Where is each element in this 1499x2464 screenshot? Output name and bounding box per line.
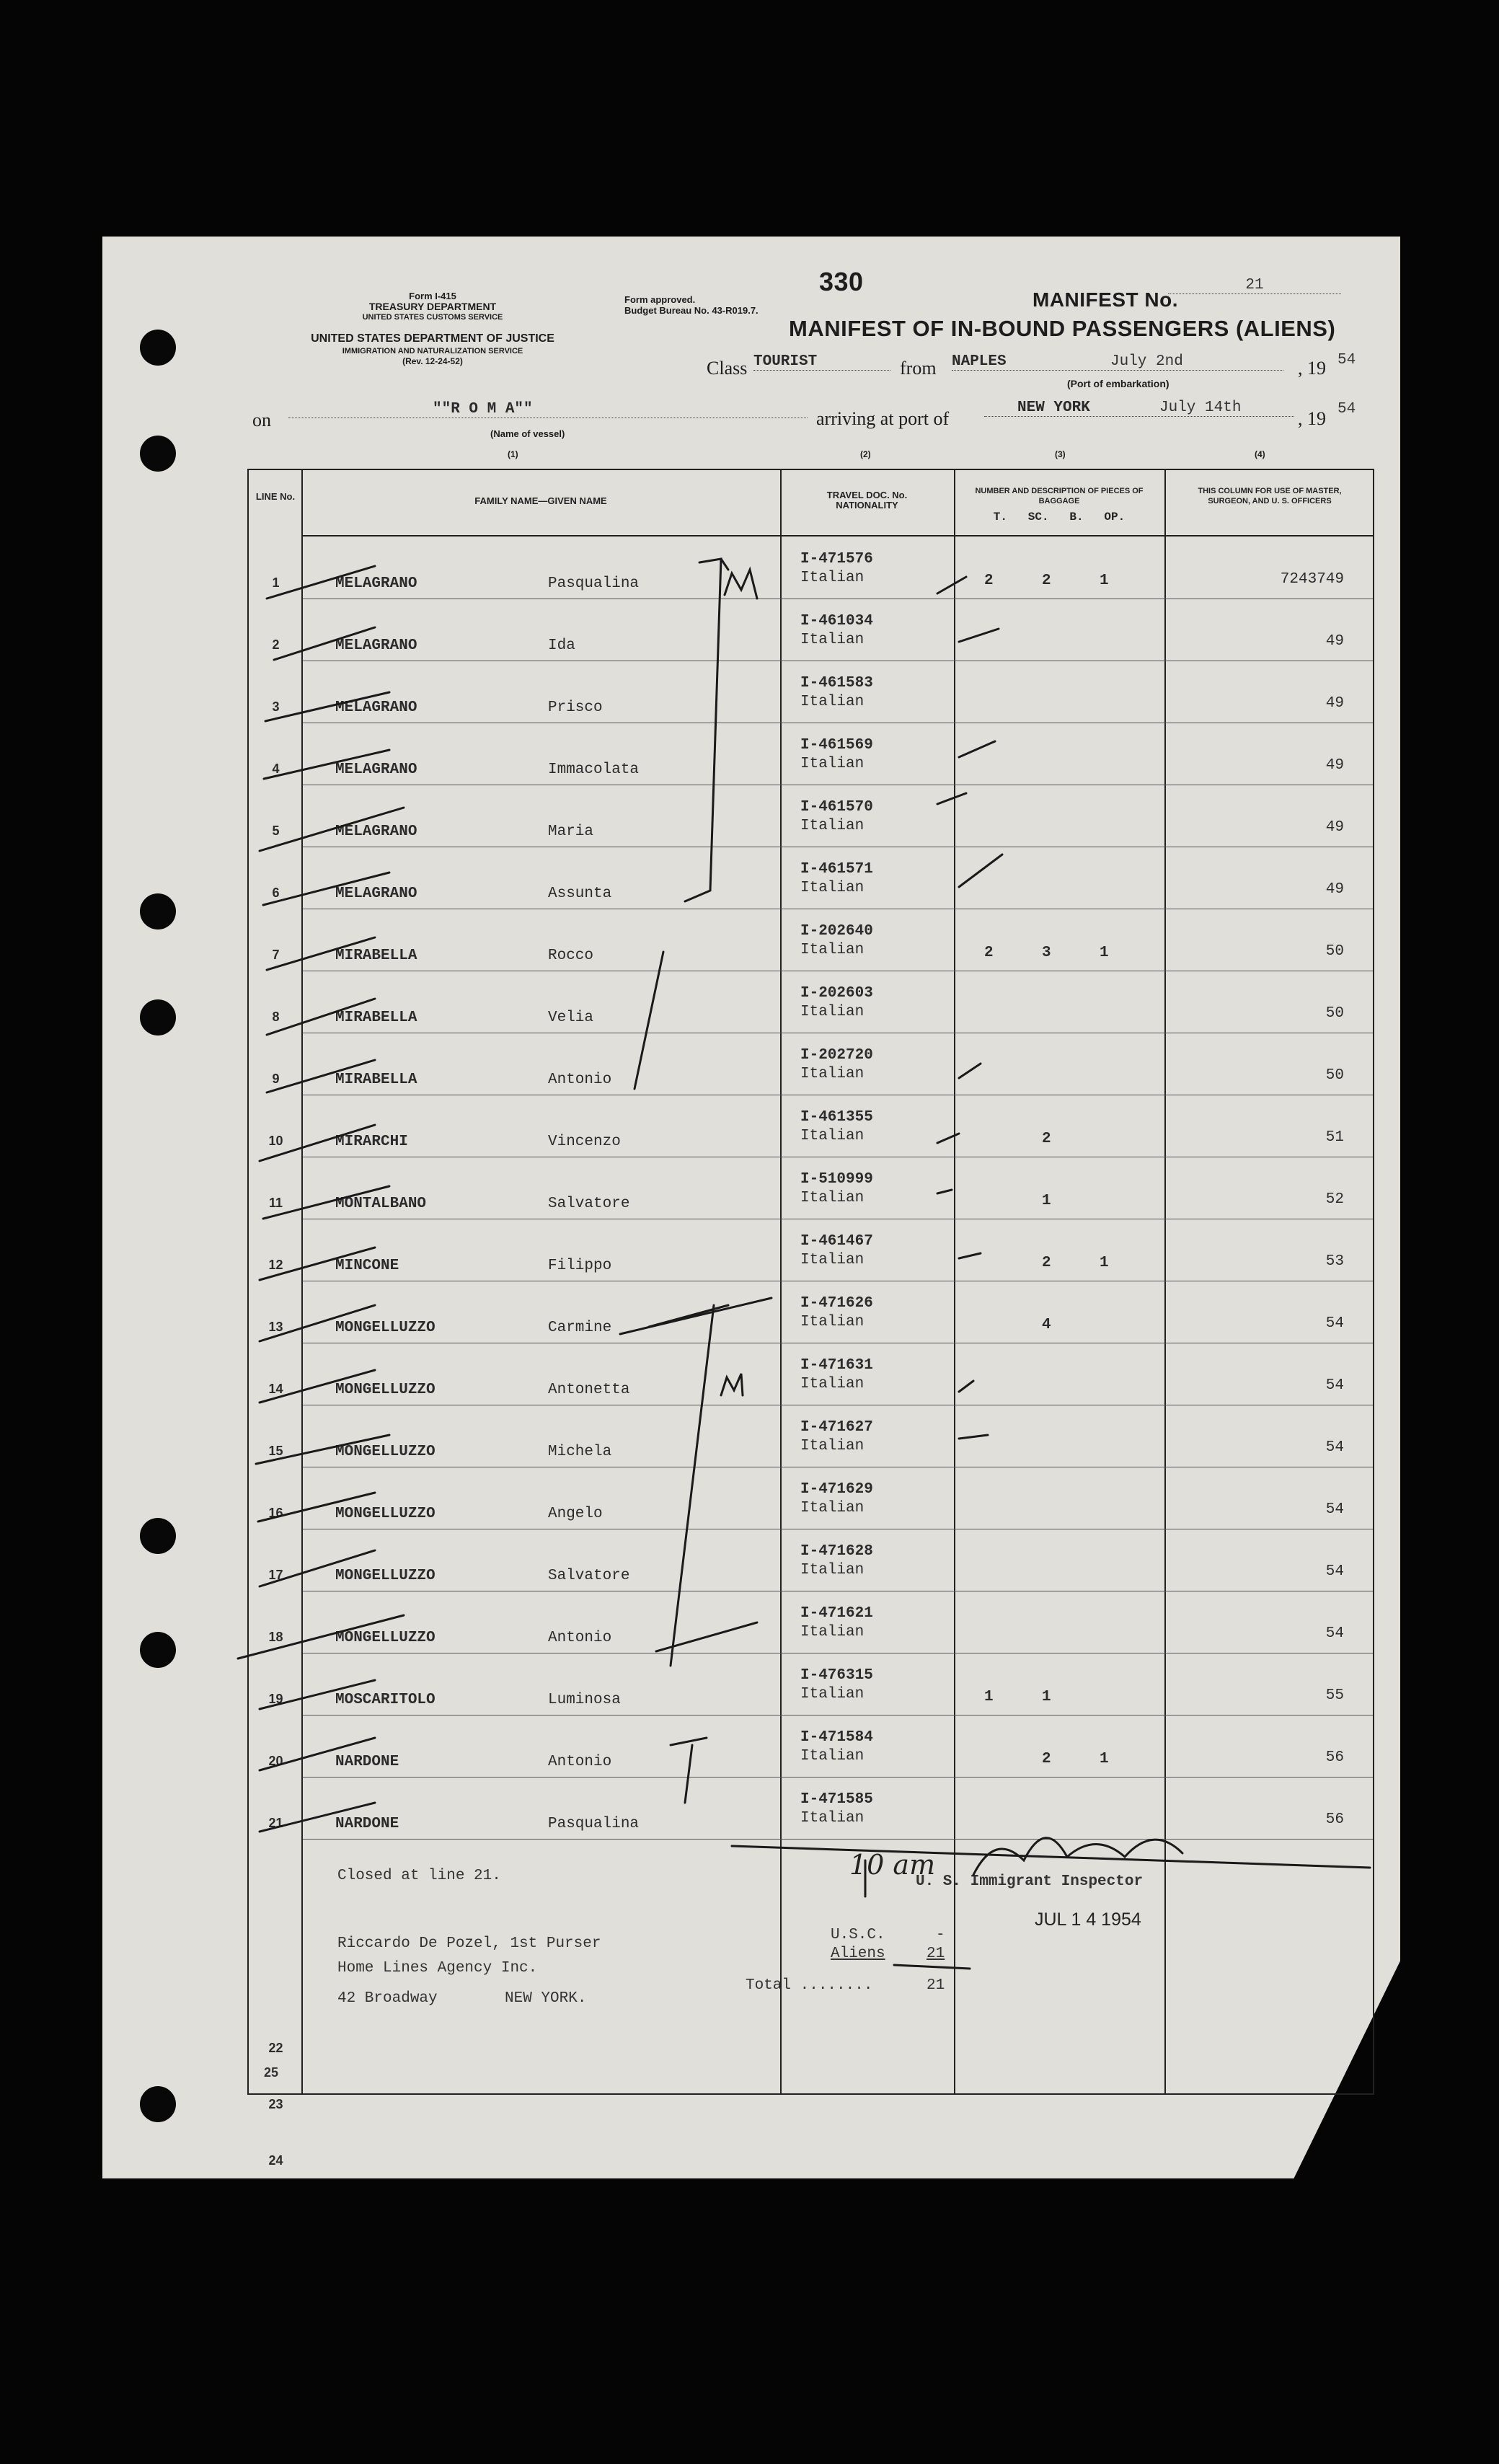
- travel-doc-no: I-461034: [800, 613, 873, 630]
- family-name: MIRABELLA: [335, 1010, 417, 1026]
- nationality: Italian: [800, 694, 865, 710]
- officer-entry: 52: [1325, 1191, 1344, 1208]
- given-name: Immacolata: [548, 761, 640, 778]
- vessel-caption: (Name of vessel): [490, 428, 565, 439]
- given-name: Pasqualina: [548, 575, 640, 592]
- from-date: July 2nd: [1110, 353, 1183, 370]
- header-name: FAMILY NAME—GIVEN NAME: [474, 495, 607, 506]
- embark-caption: (Port of embarkation): [1067, 378, 1169, 389]
- nationality: Italian: [800, 570, 865, 586]
- line-number: 3: [272, 699, 280, 714]
- given-name: Salvatore: [548, 1196, 630, 1212]
- class-label: Class: [707, 358, 748, 379]
- page-number: 330: [819, 267, 864, 296]
- travel-doc-no: I-471628: [800, 1543, 873, 1560]
- table-row: [272, 785, 1373, 847]
- table-row: [268, 1653, 1373, 1715]
- budget-bureau: Budget Bureau No. 43-R019.7.: [624, 305, 759, 316]
- officer-entry: 54: [1325, 1501, 1344, 1518]
- class-year-prefix: , 19: [1298, 358, 1326, 379]
- class-value: TOURIST: [753, 353, 890, 371]
- header-officers: THIS COLUMN FOR USE OF MASTER, SURGEON, AND U. S. OFFICERS: [1198, 487, 1342, 505]
- travel-doc-no: I-461569: [800, 737, 873, 754]
- manifest-title: MANIFEST OF IN-BOUND PASSENGERS (ALIENS): [789, 316, 1336, 341]
- baggage-sc: 1: [1042, 1689, 1051, 1705]
- nationality: Italian: [800, 818, 865, 834]
- table-row: [268, 1529, 1373, 1591]
- family-name: NARDONE: [335, 1754, 399, 1770]
- punch-hole: [140, 1632, 176, 1668]
- closed-at-line: Closed at line 21.: [337, 1868, 501, 1884]
- line-number: 19: [268, 1692, 283, 1706]
- baggage-sc: 2: [1042, 1131, 1051, 1147]
- officer-entry: 54: [1325, 1625, 1344, 1642]
- line-number: 24: [268, 2153, 283, 2168]
- from-port: NAPLES: [952, 353, 1283, 371]
- family-name: MONGELLUZZO: [335, 1630, 435, 1646]
- travel-doc-no: I-461583: [800, 675, 873, 692]
- line-number: 4: [272, 761, 280, 776]
- nationality: Italian: [800, 1810, 865, 1827]
- baggage-sc: 1: [1042, 1193, 1051, 1209]
- table-row: [272, 1033, 1373, 1095]
- ins-service: IMMIGRATION AND NATURALIZATION SERVICE: [342, 347, 523, 356]
- header-line-no: LINE No.: [255, 491, 296, 502]
- line-number: 8: [272, 1010, 280, 1024]
- line-number: 11: [268, 1196, 283, 1210]
- col-num-2: (2): [860, 449, 871, 459]
- punch-hole: [140, 436, 176, 472]
- arrival-year-prefix: , 19: [1298, 408, 1326, 429]
- baggage-sc: 2: [1042, 573, 1051, 589]
- given-name: Assunta: [548, 886, 612, 902]
- officer-entry: 53: [1325, 1253, 1344, 1270]
- customs-service: UNITED STATES CUSTOMS SERVICE: [362, 313, 503, 322]
- nationality: Italian: [800, 1190, 865, 1206]
- line-number: 17: [268, 1568, 283, 1582]
- line-number: 23: [268, 2097, 283, 2111]
- baggage-t: 1: [984, 1689, 994, 1705]
- nationality: Italian: [800, 1252, 865, 1268]
- given-name: Antonio: [548, 1072, 612, 1088]
- officer-entry: 50: [1325, 1005, 1344, 1022]
- line-number: 20: [268, 1754, 283, 1768]
- travel-doc-no: I-471585: [800, 1791, 873, 1808]
- officer-entry: 49: [1325, 633, 1344, 650]
- family-name: MONTALBANO: [335, 1196, 427, 1212]
- nationality: Italian: [800, 1624, 865, 1641]
- family-name: MONGELLUZZO: [335, 1568, 435, 1584]
- table-row: [272, 536, 1373, 599]
- nationality: Italian: [800, 1562, 865, 1578]
- given-name: Maria: [548, 823, 594, 840]
- table-row: [272, 723, 1373, 785]
- given-name: Luminosa: [548, 1692, 621, 1708]
- family-name: NARDONE: [335, 1816, 399, 1832]
- family-name: MELAGRANO: [335, 823, 417, 840]
- punch-hole: [140, 893, 176, 929]
- family-name: MOSCARITOLO: [335, 1692, 435, 1708]
- manifest-no-value: 21: [1168, 277, 1341, 294]
- revision: (Rev. 12-24-52): [402, 356, 463, 366]
- table-row: [268, 1405, 1373, 1467]
- line-number: 2: [272, 637, 280, 652]
- baggage-t: 2: [984, 945, 994, 961]
- travel-doc-no: I-471576: [800, 551, 873, 568]
- family-name: MINCONE: [335, 1258, 399, 1274]
- travel-doc-no: I-461355: [800, 1109, 873, 1126]
- inspection-date-stamp: JUL 1 4 1954: [1035, 1909, 1141, 1930]
- line-number: 7: [272, 948, 280, 962]
- inspector-title: U. S. Immigrant Inspector: [916, 1873, 1144, 1890]
- travel-doc-no: I-202603: [800, 985, 873, 1002]
- travel-doc-no: I-471584: [800, 1729, 873, 1746]
- aliens-value: 21: [927, 1946, 945, 1962]
- line-number: 13: [268, 1320, 283, 1334]
- line-number: 6: [272, 886, 280, 900]
- nationality: Italian: [800, 1066, 865, 1082]
- family-name: MONGELLUZZO: [335, 1382, 435, 1398]
- given-name: Angelo: [548, 1506, 603, 1522]
- punch-hole: [140, 1518, 176, 1554]
- total-value: 21: [927, 1977, 945, 1994]
- officer-entry: 55: [1325, 1687, 1344, 1704]
- line-number: 5: [272, 823, 280, 838]
- nationality: Italian: [800, 632, 865, 648]
- table-row: [272, 909, 1373, 971]
- baggage-sc: 3: [1042, 945, 1051, 961]
- punch-hole: [140, 330, 176, 366]
- nationality: Italian: [800, 1686, 865, 1703]
- line-number: 1: [272, 575, 280, 590]
- travel-doc-no: I-510999: [800, 1171, 873, 1188]
- nationality: Italian: [800, 880, 865, 896]
- officer-entry: 49: [1325, 881, 1344, 898]
- usc-value: -: [936, 1927, 945, 1943]
- line-number: 16: [268, 1506, 283, 1520]
- purser-name: Riccardo De Pozel, 1st Purser: [337, 1935, 601, 1952]
- header-baggage-sub: T. SC. B. OP.: [993, 511, 1126, 524]
- officer-entry: 50: [1325, 943, 1344, 960]
- nationality: Italian: [800, 1500, 865, 1516]
- officer-entry: 49: [1325, 695, 1344, 712]
- arrival-year: 54: [1337, 401, 1356, 418]
- family-name: MELAGRANO: [335, 699, 417, 716]
- officer-entry: 54: [1325, 1315, 1344, 1332]
- header-doc: TRAVEL DOC. No. NATIONALITY: [826, 490, 908, 511]
- travel-doc-no: I-471629: [800, 1481, 873, 1498]
- travel-doc-no: I-476315: [800, 1667, 873, 1684]
- line-number: 9: [272, 1072, 280, 1086]
- on-label: on: [252, 410, 271, 430]
- baggage-b: 1: [1100, 1255, 1109, 1271]
- agency-street: 42 Broadway: [337, 1990, 438, 2007]
- punch-hole: [140, 999, 176, 1036]
- table-row: [272, 847, 1373, 909]
- aliens-label: Aliens: [831, 1946, 885, 1962]
- col-num-1: (1): [508, 449, 518, 459]
- travel-doc-no: I-461570: [800, 799, 873, 816]
- baggage-sc: 2: [1042, 1751, 1051, 1767]
- family-name: MELAGRANO: [335, 886, 417, 902]
- given-name: Ida: [548, 637, 575, 654]
- table-row: [268, 1591, 1373, 1653]
- line-number: 10: [268, 1134, 283, 1148]
- travel-doc-no: I-202640: [800, 923, 873, 940]
- given-name: Salvatore: [548, 1568, 630, 1584]
- travel-doc-no: I-471621: [800, 1605, 873, 1622]
- justice-dept: UNITED STATES DEPARTMENT OF JUSTICE: [311, 332, 554, 345]
- given-name: Antonio: [548, 1630, 612, 1646]
- form-approved: Form approved.: [624, 294, 696, 305]
- total-label: Total ........: [746, 1977, 873, 1994]
- family-name: MIRARCHI: [335, 1134, 408, 1150]
- travel-doc-no: I-461571: [800, 861, 873, 878]
- officer-entry: 7243749: [1280, 571, 1344, 588]
- table-row: [272, 599, 1373, 661]
- nationality: Italian: [800, 1748, 865, 1765]
- officer-entry: 54: [1325, 1563, 1344, 1580]
- class-year: 54: [1337, 352, 1356, 368]
- given-name: Michela: [548, 1444, 612, 1460]
- family-name: MELAGRANO: [335, 575, 417, 592]
- col-num-3: (3): [1055, 449, 1066, 459]
- nationality: Italian: [800, 756, 865, 772]
- nationality: Italian: [800, 1314, 865, 1330]
- form-number: Form I-415: [409, 291, 456, 301]
- travel-doc-no: I-471626: [800, 1295, 873, 1312]
- line-number: 18: [268, 1630, 283, 1644]
- officer-entry: 56: [1325, 1749, 1344, 1766]
- nationality: Italian: [800, 1438, 865, 1454]
- table-row: [268, 1715, 1373, 1778]
- line-number: 22: [268, 2041, 283, 2055]
- line-25-number: 25: [264, 2065, 279, 2080]
- usc-label: U.S.C.: [831, 1927, 885, 1943]
- agency-name: Home Lines Agency Inc.: [337, 1960, 538, 1977]
- given-name: Prisco: [548, 699, 603, 716]
- line-number: 21: [268, 1816, 283, 1830]
- handwritten-time: 10 am: [849, 1849, 936, 1881]
- family-name: MIRABELLA: [335, 948, 417, 964]
- nationality: Italian: [800, 1376, 865, 1392]
- officer-entry: 56: [1325, 1811, 1344, 1828]
- col-num-4: (4): [1255, 449, 1265, 459]
- arriving-label: arriving at port of: [816, 408, 950, 429]
- travel-doc-no: I-471631: [800, 1357, 873, 1374]
- baggage-t: 2: [984, 573, 994, 589]
- family-name: MELAGRANO: [335, 637, 417, 654]
- travel-doc-no: I-461467: [800, 1233, 873, 1250]
- vessel-name: ""R O M A"": [288, 401, 808, 418]
- given-name: Antonetta: [548, 1382, 630, 1398]
- given-name: Rocco: [548, 948, 594, 964]
- passenger-table: [247, 469, 1374, 2168]
- punch-hole: [140, 2086, 176, 2122]
- header-baggage: NUMBER AND DESCRIPTION OF PIECES OF BAGGAGE: [975, 487, 1144, 505]
- baggage-b: 1: [1100, 573, 1109, 589]
- manifest-no-label: MANIFEST No.: [1033, 288, 1178, 311]
- travel-doc-no: I-471627: [800, 1419, 873, 1436]
- officer-entry: 54: [1325, 1377, 1344, 1394]
- given-name: Velia: [548, 1010, 594, 1026]
- treasury-dept: TREASURY DEPARTMENT: [368, 301, 497, 312]
- nationality: Italian: [800, 942, 865, 958]
- family-name: MELAGRANO: [335, 761, 417, 778]
- arrival-port: NEW YORK: [984, 399, 1294, 417]
- travel-doc-no: I-202720: [800, 1047, 873, 1064]
- arrival-date: July 14th: [1159, 399, 1242, 416]
- family-name: MONGELLUZZO: [335, 1444, 435, 1460]
- given-name: Pasqualina: [548, 1816, 640, 1832]
- given-name: Filippo: [548, 1258, 612, 1274]
- officer-entry: 51: [1325, 1129, 1344, 1146]
- baggage-sc: 2: [1042, 1255, 1051, 1271]
- officer-entry: 49: [1325, 757, 1344, 774]
- given-name: Antonio: [548, 1754, 612, 1770]
- line-number: 12: [268, 1258, 283, 1272]
- table-row: [272, 971, 1373, 1033]
- officer-entry: 54: [1325, 1439, 1344, 1456]
- table-row: [272, 661, 1373, 723]
- family-name: MIRABELLA: [335, 1072, 417, 1088]
- officer-entry: 49: [1325, 819, 1344, 836]
- line-number: 14: [268, 1382, 283, 1396]
- family-name: MONGELLUZZO: [335, 1320, 435, 1336]
- nationality: Italian: [800, 1004, 865, 1020]
- table-row: [268, 1343, 1373, 1405]
- officer-entry: 50: [1325, 1067, 1344, 1084]
- nationality: Italian: [800, 1128, 865, 1144]
- table-row: [268, 1281, 1373, 1343]
- table-row: [268, 1095, 1373, 1157]
- baggage-b: 1: [1100, 945, 1109, 961]
- family-name: MONGELLUZZO: [335, 1506, 435, 1522]
- from-label: from: [900, 358, 937, 379]
- line-number: 15: [268, 1444, 283, 1458]
- table-row: [268, 1777, 1373, 1840]
- table-row: [268, 1467, 1373, 1529]
- baggage-b: 1: [1100, 1751, 1109, 1767]
- given-name: Carmine: [548, 1320, 612, 1336]
- baggage-sc: 4: [1042, 1317, 1051, 1333]
- given-name: Vincenzo: [548, 1134, 621, 1150]
- agency-city: NEW YORK.: [505, 1990, 587, 2007]
- table-row: [268, 1157, 1373, 1219]
- table-row: [268, 1219, 1373, 1281]
